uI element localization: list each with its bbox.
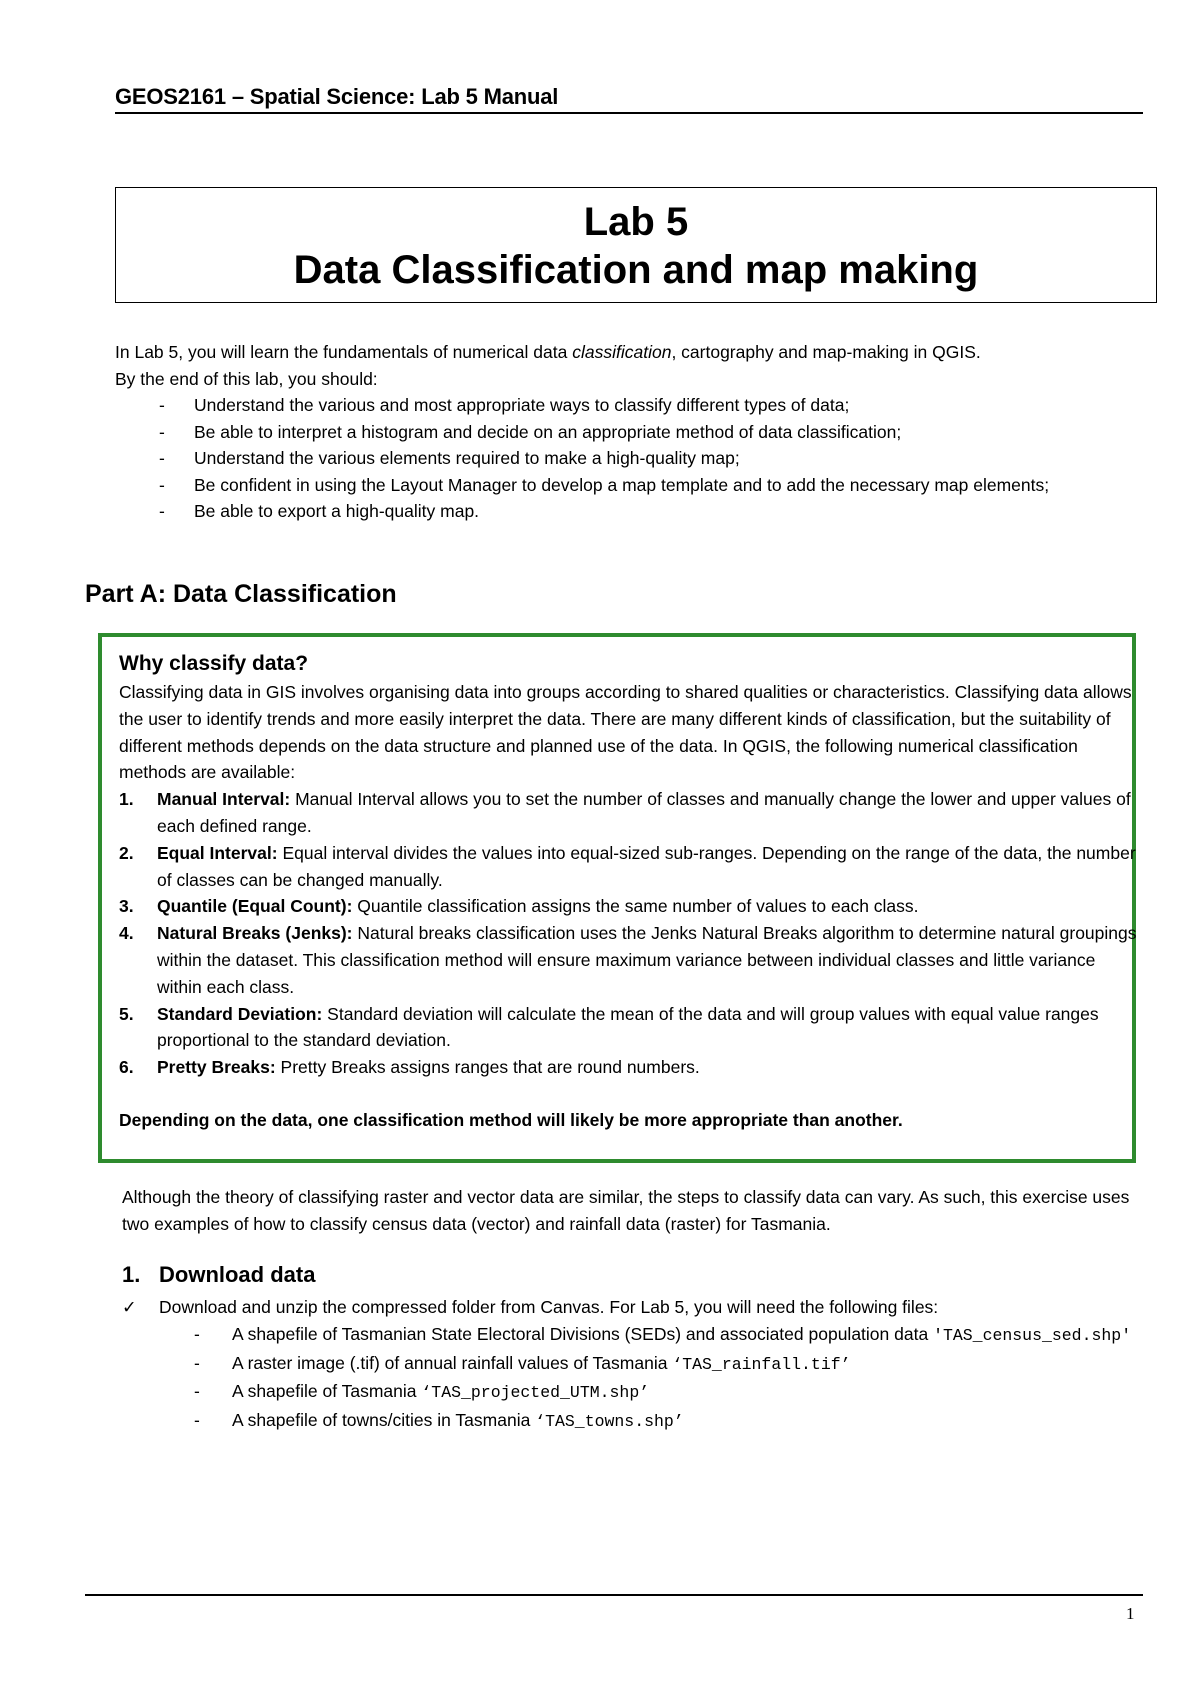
- method-number: 6.: [119, 1057, 134, 1078]
- method-number: 1.: [119, 789, 134, 810]
- overview-paragraph: Although the theory of classifying raster and vector data are similar, the steps to classify data can vary. As such, this exercise uses two examples of how to classify census data (vector) and rainfall data (raster) for Tasmania.: [122, 1187, 1130, 1234]
- list-item-text: Be able to export a high-quality map.: [194, 501, 480, 521]
- method-term: Standard Deviation:: [157, 1003, 323, 1024]
- method-term: Quantile (Equal Count):: [157, 896, 353, 917]
- method-item: [119, 840, 1139, 894]
- classification-overview: [122, 1184, 1142, 1238]
- lab-number-title: Lab 5: [583, 200, 689, 244]
- lab-topic-title: Data Classification and map making: [293, 248, 979, 292]
- file-description: A shapefile of towns/cities in Tasmania: [232, 1409, 536, 1430]
- file-list: [122, 1321, 1142, 1435]
- method-number: 3.: [119, 896, 134, 917]
- objectives-list: [115, 392, 1155, 525]
- list-item: [115, 498, 1155, 525]
- file-item: [122, 1407, 1142, 1436]
- section-number: 1.: [122, 1262, 141, 1287]
- file-description: A shapefile of Tasmanian State Electoral Divisions (SEDs) and associated population data: [232, 1324, 934, 1344]
- method-number: 5.: [119, 1003, 134, 1024]
- file-item: [122, 1321, 1142, 1350]
- method-desc: Standard deviation will calculate the mean of the data and will group values with equal value ranges proportional to the standard deviation.: [157, 1003, 1099, 1051]
- methods-list: [119, 786, 1139, 1081]
- method-item: [119, 920, 1139, 1000]
- list-item-text: Be able to interpret a histogram and decide on an appropriate method of data classification;: [194, 421, 902, 442]
- method-desc: Quantile classification assigns the same number of values to each class.: [352, 896, 919, 917]
- dash-bullet: -: [159, 395, 165, 415]
- file-description: A shapefile of Tasmania: [232, 1381, 422, 1401]
- dash-bullet: -: [159, 448, 165, 468]
- file-name: ‘TAS_towns.shp’: [535, 1411, 684, 1431]
- page-number: 1: [1126, 1604, 1135, 1623]
- intro-text-end: , cartography and map-making in QGIS.: [671, 342, 981, 362]
- running-header: GEOS2161 – Spatial Science: Lab 5 Manual: [115, 84, 559, 109]
- dash-bullet: -: [194, 1352, 200, 1373]
- dash-bullet: -: [194, 1409, 200, 1430]
- file-name: ‘TAS_projected_UTM.shp’: [421, 1383, 650, 1402]
- dash-bullet: -: [159, 501, 165, 521]
- dash-bullet: -: [159, 421, 165, 442]
- objectives-lead: By the end of this lab, you should:: [115, 368, 378, 389]
- method-item: [119, 1001, 1139, 1055]
- method-item: [119, 893, 1139, 920]
- file-name: ‘TAS_rainfall.tif’: [672, 1354, 851, 1374]
- list-item: [115, 392, 1155, 419]
- list-item-text: Understand the various elements required to make a high-quality map;: [194, 448, 740, 468]
- file-name: 'TAS_census_sed.shp': [933, 1326, 1132, 1345]
- method-desc: Manual Interval allows you to set the number of classes and manually change the lower and upper values of each defined range.: [157, 789, 1131, 836]
- list-item: [115, 419, 1155, 446]
- list-item-text: Understand the various and most appropriate ways to classify different types of data;: [194, 395, 850, 415]
- intro-paragraph: [115, 339, 1155, 366]
- method-term: Equal Interval:: [157, 842, 278, 863]
- method-item: [119, 786, 1139, 840]
- method-number: 2.: [119, 842, 134, 863]
- footer-divider: [85, 1594, 1143, 1596]
- file-item: [122, 1350, 1142, 1379]
- method-desc: Equal interval divides the values into equal-sized sub-ranges. Depending on the range of the data, the number of classes can be changed manually.: [157, 842, 1136, 890]
- title-box: [115, 187, 1157, 303]
- method-desc: Pretty Breaks assigns ranges that are round numbers.: [275, 1057, 700, 1078]
- section-1-heading: [122, 1262, 315, 1288]
- info-box-note: Depending on the data, one classification method will likely be more appropriate than another.: [119, 1109, 903, 1130]
- list-item: [115, 445, 1155, 472]
- info-box: [98, 633, 1136, 1163]
- method-desc: Natural breaks classification uses the Jenks Natural Breaks algorithm to determine natural groupings within the dataset. This classification method will ensure maximum variance between individual classes and little variance within each class.: [157, 923, 1137, 997]
- part-a-heading: Part A: Data Classification: [85, 580, 397, 608]
- info-box-content: [119, 649, 1139, 1134]
- section-title: Download data: [159, 1262, 316, 1287]
- intro-italic-term: classification: [572, 342, 672, 362]
- file-description: A raster image (.tif) of annual rainfall values of Tasmania: [232, 1352, 673, 1373]
- list-item-text: Be confident in using the Layout Manager to develop a map template and to add the necessary map elements;: [194, 474, 1050, 495]
- file-item: [122, 1378, 1142, 1407]
- header-divider: [115, 112, 1143, 114]
- dash-bullet: -: [194, 1324, 200, 1344]
- intro-text: In Lab 5, you will learn the fundamentals of numerical data: [115, 342, 573, 362]
- dash-bullet: -: [159, 474, 165, 495]
- intro-section: [115, 339, 1155, 525]
- info-box-paragraph: Classifying data in GIS involves organising data into groups according to shared qualities or characteristics. Classifying data allows the user to identify trends and more easily interpret the data. There are many different kinds of classification, but the suitability of different methods depends on the data structure and planned use of the data. In QGIS, the following numerical classification methods are available:: [119, 682, 1132, 783]
- method-term: Natural Breaks (Jenks):: [157, 923, 353, 944]
- info-box-heading: Why classify data?: [119, 652, 309, 675]
- instruction-text: Download and unzip the compressed folder from Canvas. For Lab 5, you will need the following files:: [159, 1297, 939, 1317]
- download-instruction: [122, 1294, 1142, 1321]
- method-term: Pretty Breaks:: [157, 1057, 276, 1078]
- dash-bullet: -: [194, 1381, 200, 1401]
- checkmark-icon: ✓: [122, 1297, 137, 1317]
- method-item: [119, 1054, 1139, 1081]
- list-item: [115, 472, 1155, 499]
- method-term: Manual Interval:: [157, 789, 291, 810]
- method-number: 4.: [119, 923, 134, 944]
